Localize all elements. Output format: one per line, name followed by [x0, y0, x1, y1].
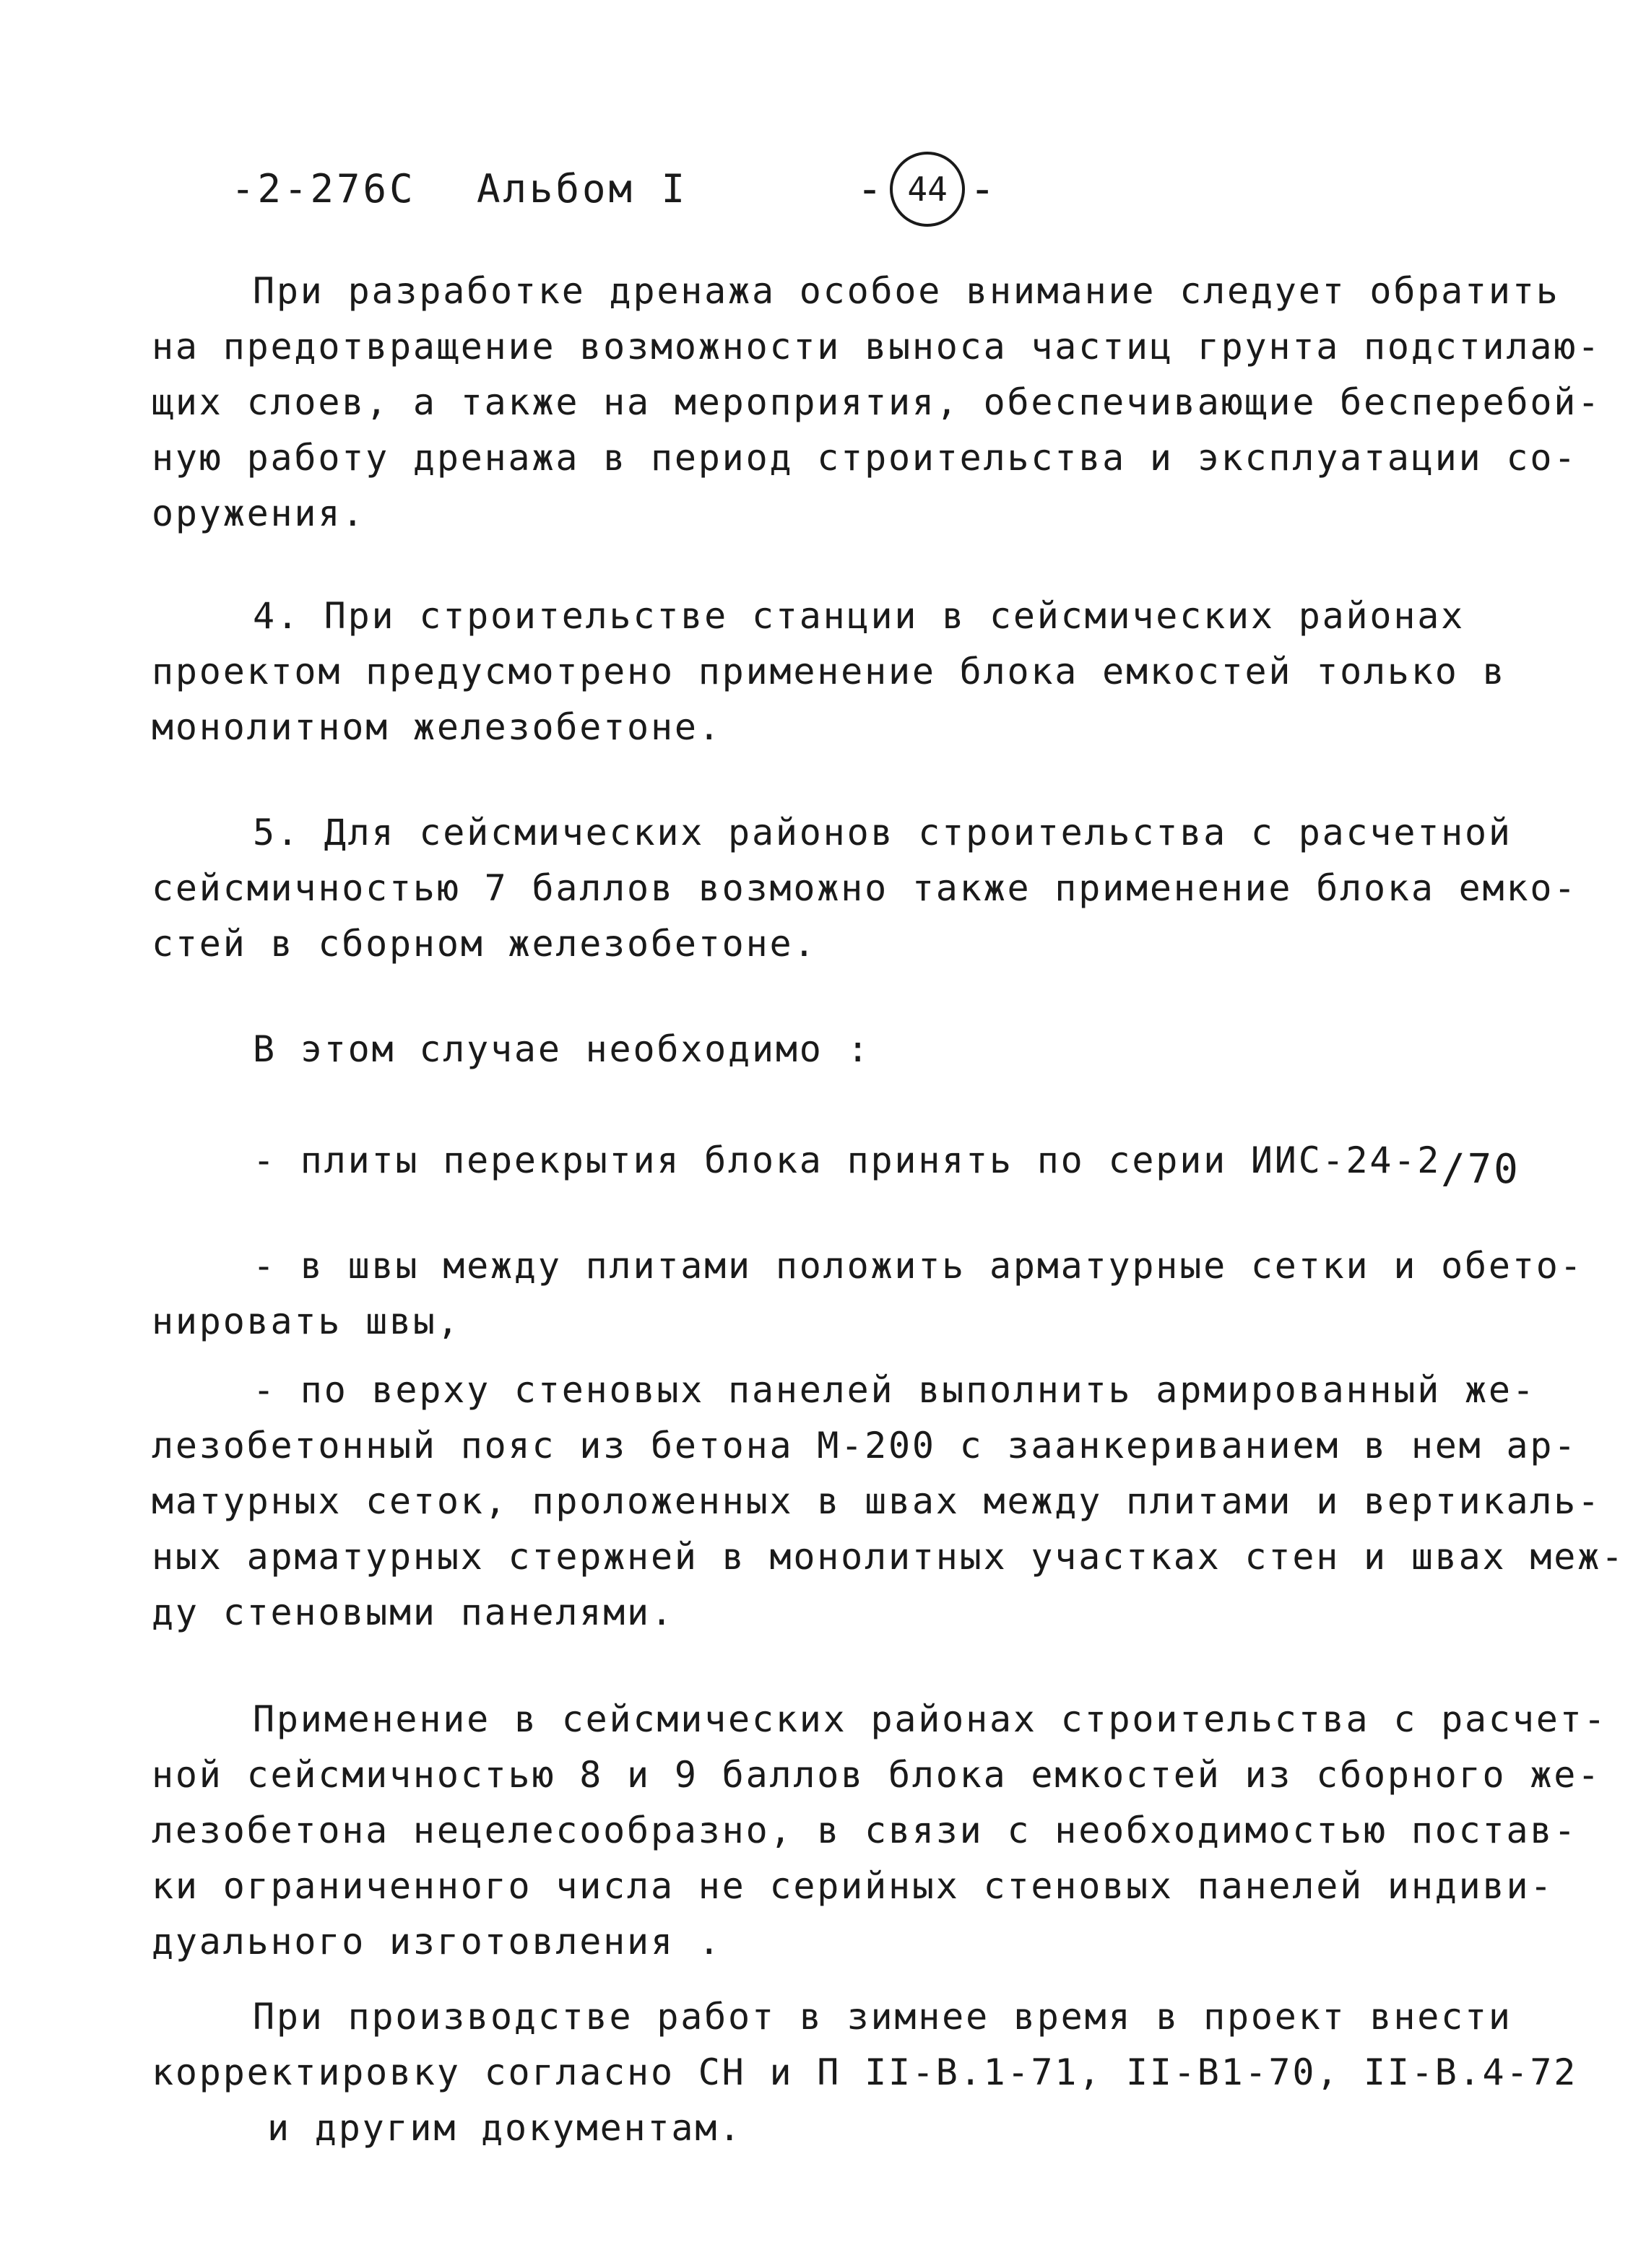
- text-line: ду стеновыми панелями.: [152, 1591, 675, 1633]
- text-line: ных арматурных стержней в монолитных участках стен и швах меж-: [152, 1536, 1625, 1578]
- text-line: Применение в сейсмических районах строительства с расчет-: [253, 1698, 1608, 1740]
- page-number-value: 44: [907, 170, 948, 209]
- text-line: оружения.: [152, 492, 366, 534]
- text-line: лезобетона нецелесообразно, в связи с необходимостью постав-: [152, 1809, 1578, 1851]
- text-line: проектом предусмотрено применение блока емкостей только в: [152, 651, 1507, 692]
- text-line: корректировку согласно СН и П II-В.1-71, II-В1-70, II-В.4-72: [152, 2051, 1578, 2093]
- text-line: При разработке дренажа особое внимание следует обратить: [253, 270, 1560, 312]
- text-line: - по верху стеновых панелей выполнить армированный же-: [253, 1369, 1536, 1411]
- text-line: стей в сборном железобетоне.: [152, 923, 818, 965]
- document-code: -2-276С: [231, 166, 416, 212]
- album-label: Альбом I: [477, 166, 688, 212]
- text-line: ной сейсмичностью 8 и 9 баллов блока емкостей из сборного же-: [152, 1754, 1602, 1796]
- text-line: щих слоев, а также на мероприятия, обеспечивающие бесперебой-: [152, 381, 1602, 423]
- text-line: ную работу дренажа в период строительства и эксплуатации со-: [152, 437, 1578, 479]
- text-line: и другим документам.: [267, 2107, 743, 2149]
- text-line: на предотвращение возможности выноса частиц грунта подстилаю-: [152, 326, 1602, 368]
- text-line: матурных сеток, проложенных в швах между плитами и вертикаль-: [152, 1480, 1602, 1522]
- page-number-dash-right: -: [969, 164, 999, 214]
- text-line: нировать швы,: [152, 1300, 461, 1342]
- text-line: 4. При строительстве станции в сейсмических районах: [253, 595, 1465, 637]
- text-line: дуального изготовления .: [152, 1921, 722, 1963]
- page-number-dash-left: -: [857, 164, 886, 214]
- text-line: - в швы между плитами положить арматурные сетки и обето-: [253, 1245, 1584, 1287]
- text-line: ки ограниченного числа не серийных стеновых панелей индиви-: [152, 1865, 1554, 1907]
- list-item-text: - плиты перекрытия блока принять по серии ИИС-24-2: [253, 1139, 1442, 1181]
- text-line: В этом случае необходимо :: [253, 1028, 871, 1070]
- text-line: 5. Для сейсмических районов строительства с расчетной: [253, 812, 1512, 853]
- series-suffix: /70: [1441, 1146, 1520, 1193]
- text-line: лезобетонный пояс из бетона М-200 с заанкериванием в нем ар-: [152, 1425, 1578, 1467]
- text-line: [253, 1139, 1520, 1193]
- text-line: монолитном железобетоне.: [152, 706, 722, 748]
- text-line: сейсмичностью 7 баллов возможно также применение блока емко-: [152, 867, 1578, 909]
- page-number: [852, 152, 1002, 227]
- text-line: При производстве работ в зимнее время в проект внести: [253, 1996, 1512, 2038]
- page-number-circle: [890, 152, 965, 227]
- page-header: [231, 144, 1459, 224]
